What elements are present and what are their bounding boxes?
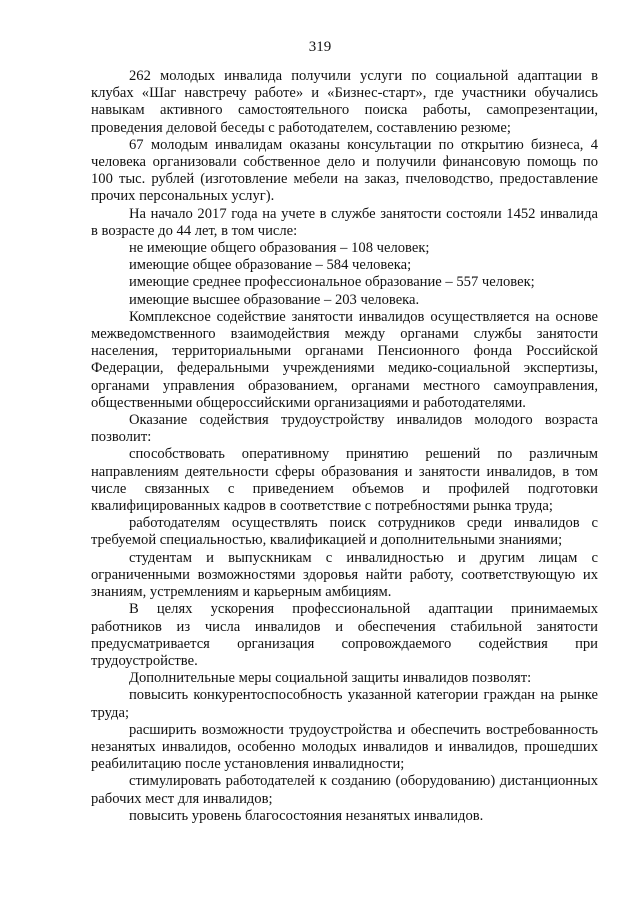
- page-number: 319: [308, 39, 332, 55]
- list-item: стимулировать работодателей к созданию (оборудованию) дистанционных рабочих мест для инвалидов;: [91, 773, 598, 807]
- list-item: повысить конкурентоспособность указанной категории граждан на рынке труда;: [91, 687, 598, 721]
- list-item: расширить возможности трудоустройства и обеспечить востребованность незанятых инвалидов, особенно молодых инвалидов и инвалидов, прошедших реабилитацию после установления инвалидности;: [91, 721, 598, 773]
- paragraph: Дополнительные меры социальной защиты инвалидов позволят:: [129, 670, 532, 687]
- list-item: имеющие общее образование – 584 человека;: [129, 257, 412, 274]
- paragraph: На начало 2017 года на учете в службе занятости состояли 1452 инвалида в возрасте до 44 лет, в том числе:: [91, 205, 598, 239]
- paragraph: Комплексное содействие занятости инвалидов осуществляется на основе межведомственного взаимодействия между органами службы занятости населения, территориальными органами Пенсионного фонда Российской Федерации, федеральными учреждениями медико-социальной экспертизы, органами управления образованием, органами местного самоуправления, общественными общероссийскими организациями и работодателями.: [91, 308, 598, 411]
- list-item: способствовать оперативному принятию решений по различным направлениям деятельности сферы образования и занятости инвалидов, в том числе связанных с приведением объемов и профилей подготовки квалифицированных кадров в соответствие с потребностями рынка труда;: [91, 446, 598, 515]
- paragraph: 262 молодых инвалида получили услуги по социальной адаптации в клубах «Шаг навстречу работе» и «Бизнес-старт», где участники обучались навыкам активного самостоятельного поиска работы, самопрезентации, проведения деловой беседы с работодателем, составлению резюме;: [91, 68, 598, 136]
- list-item: имеющие среднее профессиональное образование – 557 человек;: [129, 274, 535, 291]
- document-body: [91, 68, 598, 825]
- paragraph: 67 молодым инвалидам оказаны консультации по открытию бизнеса, 4 человека организовали собственное дело и получили финансовую помощь по 100 тыс. рублей (изготовление мебели на заказ, пчеловодство, предоставление прочих персональных услуг).: [91, 136, 598, 205]
- list-item: имеющие высшее образование – 203 человека.: [129, 291, 420, 308]
- paragraph: В целях ускорения профессиональной адаптации принимаемых работников из числа инвалидов и обеспечения стабильной занятости предусматривается организация сопровождаемого содействия при трудоустройстве.: [91, 601, 598, 669]
- list-item: повысить уровень благосостояния незанятых инвалидов.: [129, 807, 484, 824]
- list-item: работодателям осуществлять поиск сотрудников среди инвалидов с требуемой специальностью, квалификацией и дополнительными знаниями;: [91, 515, 598, 549]
- list-item: не имеющие общего образования – 108 человек;: [129, 240, 430, 257]
- list-item: студентам и выпускникам с инвалидностью и другим лицам с ограниченными возможностями здоровья найти работу, соответствующую их знаниям, устремлениям и карьерным амбициям.: [91, 549, 598, 601]
- paragraph: Оказание содействия трудоустройству инвалидов молодого возраста позволит:: [91, 412, 598, 446]
